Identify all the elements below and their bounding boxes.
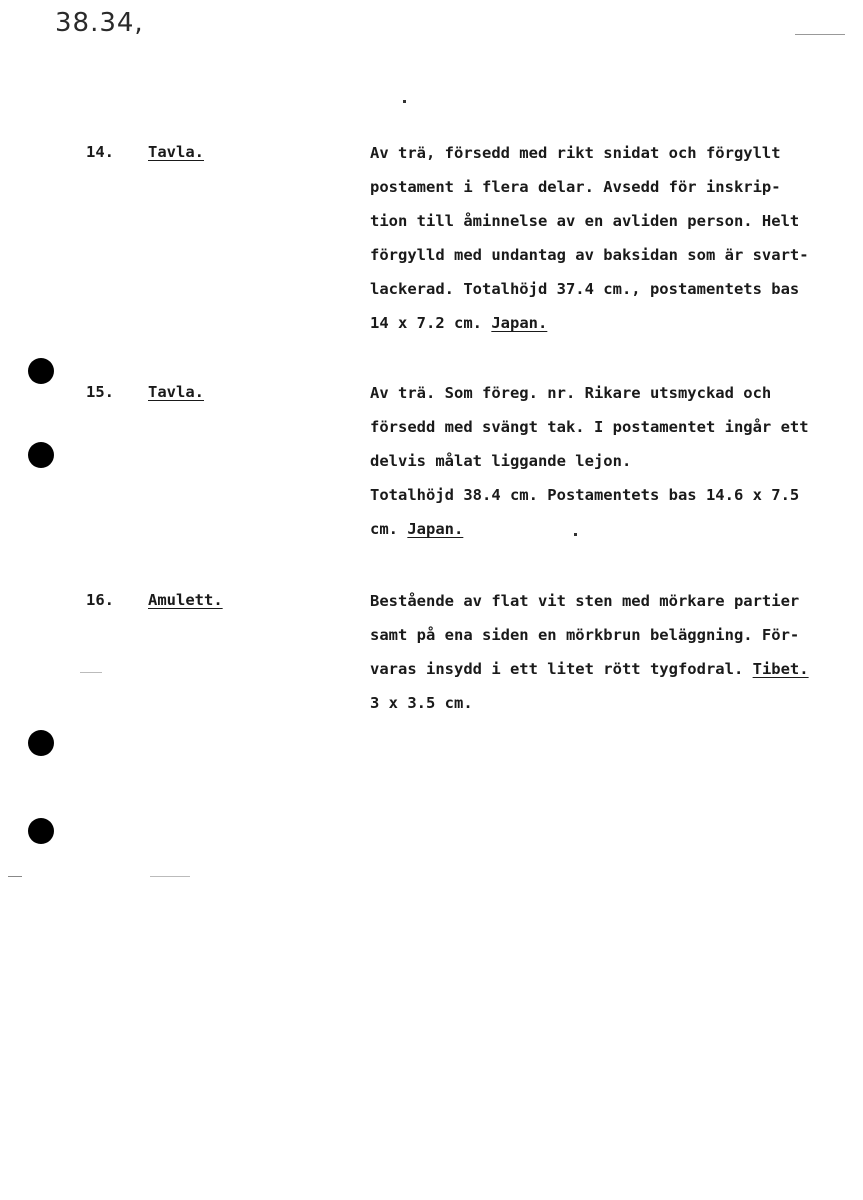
entry-number: 15. bbox=[86, 383, 114, 401]
description-line: Totalhöjd 38.4 cm. Postamentets bas 14.6 x 7.5 bbox=[370, 486, 800, 504]
scan-line bbox=[8, 876, 22, 877]
description-line: Av trä. Som föreg. nr. Rikare utsmyckad och bbox=[370, 384, 772, 402]
catalogue-reference: 38.34, bbox=[55, 8, 144, 38]
scan-speck bbox=[80, 672, 102, 673]
entry-number: 16. bbox=[86, 591, 114, 609]
entry-title: Tavla. bbox=[148, 143, 204, 161]
corner-mark bbox=[795, 34, 845, 35]
scan-line bbox=[150, 876, 190, 877]
description-line: cm. Japan. bbox=[370, 520, 464, 538]
description-line: lackerad. Totalhöjd 37.4 cm., postamentets bas bbox=[370, 280, 800, 298]
scan-speck bbox=[403, 100, 406, 103]
punch-hole bbox=[28, 358, 54, 384]
description-line: Av trä, försedd med rikt snidat och förgyllt bbox=[370, 144, 781, 162]
description-line: 3 x 3.5 cm. bbox=[370, 694, 473, 712]
entry-description bbox=[370, 591, 858, 727]
entry-number: 14. bbox=[86, 143, 114, 161]
origin-country: Japan. bbox=[491, 314, 548, 332]
description-line: förgylld med undantag av baksidan som är svart- bbox=[370, 246, 809, 264]
description-line: tion till åminnelse av en avliden person. Helt bbox=[370, 212, 800, 230]
punch-hole bbox=[28, 442, 54, 468]
description-line: postament i flera delar. Avsedd för inskrip- bbox=[370, 178, 781, 196]
entry-description bbox=[370, 143, 858, 347]
description-line: försedd med svängt tak. I postamentet ingår ett bbox=[370, 418, 809, 436]
description-line: Bestående av flat vit sten med mörkare partier bbox=[370, 592, 800, 610]
entry-description bbox=[370, 383, 858, 553]
entry-title: Amulett. bbox=[148, 591, 223, 609]
description-line: varas insydd i ett litet rött tygfodral. Tibet. bbox=[370, 660, 809, 678]
punch-hole bbox=[28, 730, 54, 756]
punch-hole bbox=[28, 818, 54, 844]
origin-country: Tibet. bbox=[752, 660, 809, 678]
entry-title: Tavla. bbox=[148, 383, 204, 401]
description-line: delvis målat liggande lejon. bbox=[370, 452, 632, 470]
origin-country: Japan. bbox=[407, 520, 464, 538]
description-line: samt på ena siden en mörkbrun beläggning. För- bbox=[370, 626, 800, 644]
description-line: 14 x 7.2 cm. Japan. bbox=[370, 314, 548, 332]
